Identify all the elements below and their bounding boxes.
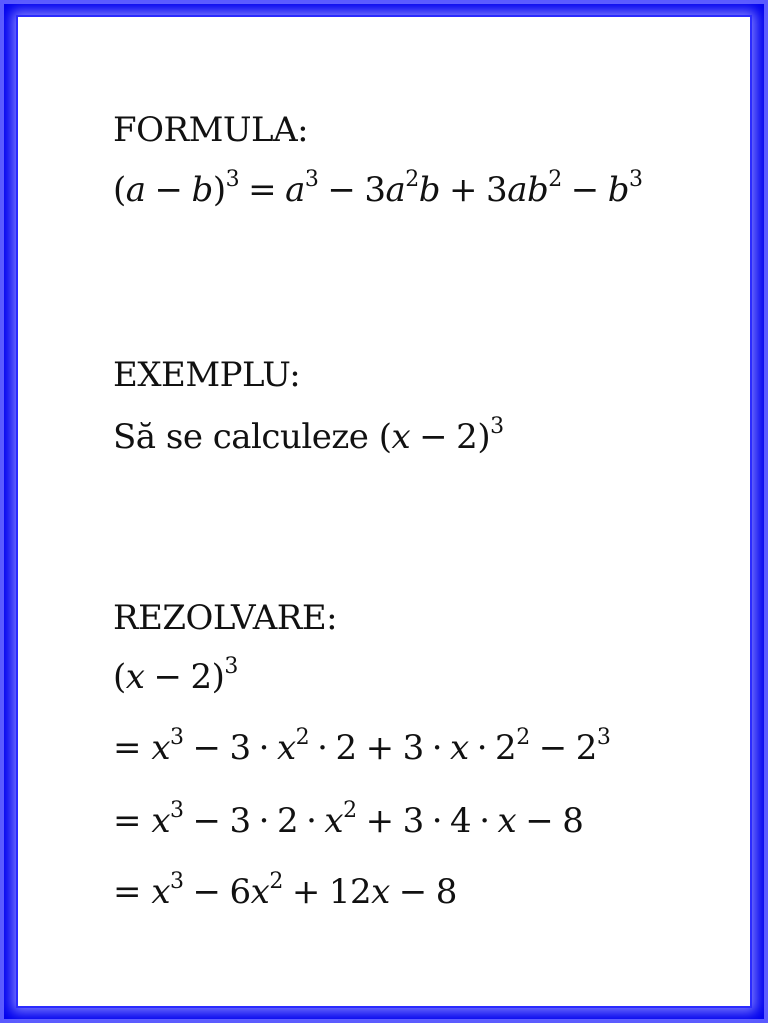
math-text: 3 [229,801,251,841]
math-text [141,801,151,841]
variable: x [125,657,145,697]
math-text: 8 [562,801,584,841]
operator: − [570,170,599,210]
math-text: ) [477,417,491,457]
variable: a [285,170,305,210]
exponent: 3 [596,725,611,750]
variable: b [526,170,549,210]
math-text: 6 [229,872,251,912]
operator: · [306,801,317,841]
solution-line-4 [113,869,457,912]
formula-line [113,167,643,210]
operator: − [153,657,182,697]
solution-heading: REZOLVARE: [113,598,338,638]
variable: b [191,170,213,210]
solution-line-1 [113,654,238,697]
operator: − [327,170,356,210]
variable: x [324,801,344,841]
formula-heading: FORMULA: [113,110,309,150]
variable: x [371,872,390,912]
exponent: 3 [170,798,184,823]
exponent: 2 [269,869,283,894]
math-text: ) [211,657,225,697]
exponent: 2 [516,725,530,750]
operator: · [431,801,443,841]
operator: − [192,872,221,912]
variable: a [385,170,406,210]
operator: · [476,728,488,768]
math-text: ( [113,170,126,210]
math-text: ) [212,170,226,210]
math-text [141,728,151,768]
operator: − [154,170,183,210]
operator: = [248,170,277,210]
math-text: ( [113,657,126,697]
exponent: 2 [405,167,419,192]
math-text: 12 [328,872,372,912]
math-text: 2 [335,728,357,768]
content-page [18,17,750,1006]
variable: x [276,728,296,768]
math-text: 8 [435,872,457,912]
operator: − [419,417,448,457]
operator: · [479,801,490,841]
operator: + [291,872,320,912]
math-text: 2 [495,728,517,768]
math-text: = [113,728,141,768]
math-text [141,872,151,912]
exponent: 2 [343,798,357,823]
variable: x [151,872,170,912]
variable: a [125,170,146,210]
math-text: 2 [456,417,478,457]
operator: · [431,728,443,768]
math-text: 2 [190,657,212,697]
operator: − [398,872,427,912]
operator: + [365,728,394,768]
variable: x [151,728,170,768]
operator: − [538,728,567,768]
exponent: 3 [224,654,238,679]
math-text: 3 [402,728,424,768]
variable: b [607,170,629,210]
variable: b [418,170,441,210]
solution-line-2 [113,725,611,768]
exponent: 3 [170,869,184,894]
operator: + [449,170,478,210]
exponent: 2 [295,725,310,750]
math-text: 3 [364,170,386,210]
operator: · [258,728,269,768]
math-text: = [113,801,141,841]
exponent: 3 [170,725,184,750]
operator: − [192,728,221,768]
variable: x [450,728,469,768]
exponent: 3 [490,414,504,439]
math-text: 3 [486,170,508,210]
math-text: 2 [276,801,299,841]
math-text: 2 [575,728,597,768]
variable: x [497,801,517,841]
example-heading: EXEMPLU: [113,355,301,395]
math-text: Să se calculeze [113,417,379,457]
math-text: ( [378,417,392,457]
exponent: 3 [225,167,240,192]
solution-line-3 [113,798,584,841]
variable: x [151,801,170,841]
math-text: = [113,872,141,912]
exponent: 3 [629,167,643,192]
operator: + [365,801,394,841]
operator: − [525,801,554,841]
variable: x [250,872,270,912]
math-text: 3 [402,801,424,841]
exponent: 3 [304,167,319,192]
variable: a [507,170,527,210]
example-line [113,414,504,457]
operator: − [192,801,221,841]
operator: · [258,801,269,841]
math-text: 4 [450,801,472,841]
exponent: 2 [548,167,562,192]
operator: · [317,728,328,768]
variable: x [391,417,411,457]
math-text: 3 [229,728,251,768]
